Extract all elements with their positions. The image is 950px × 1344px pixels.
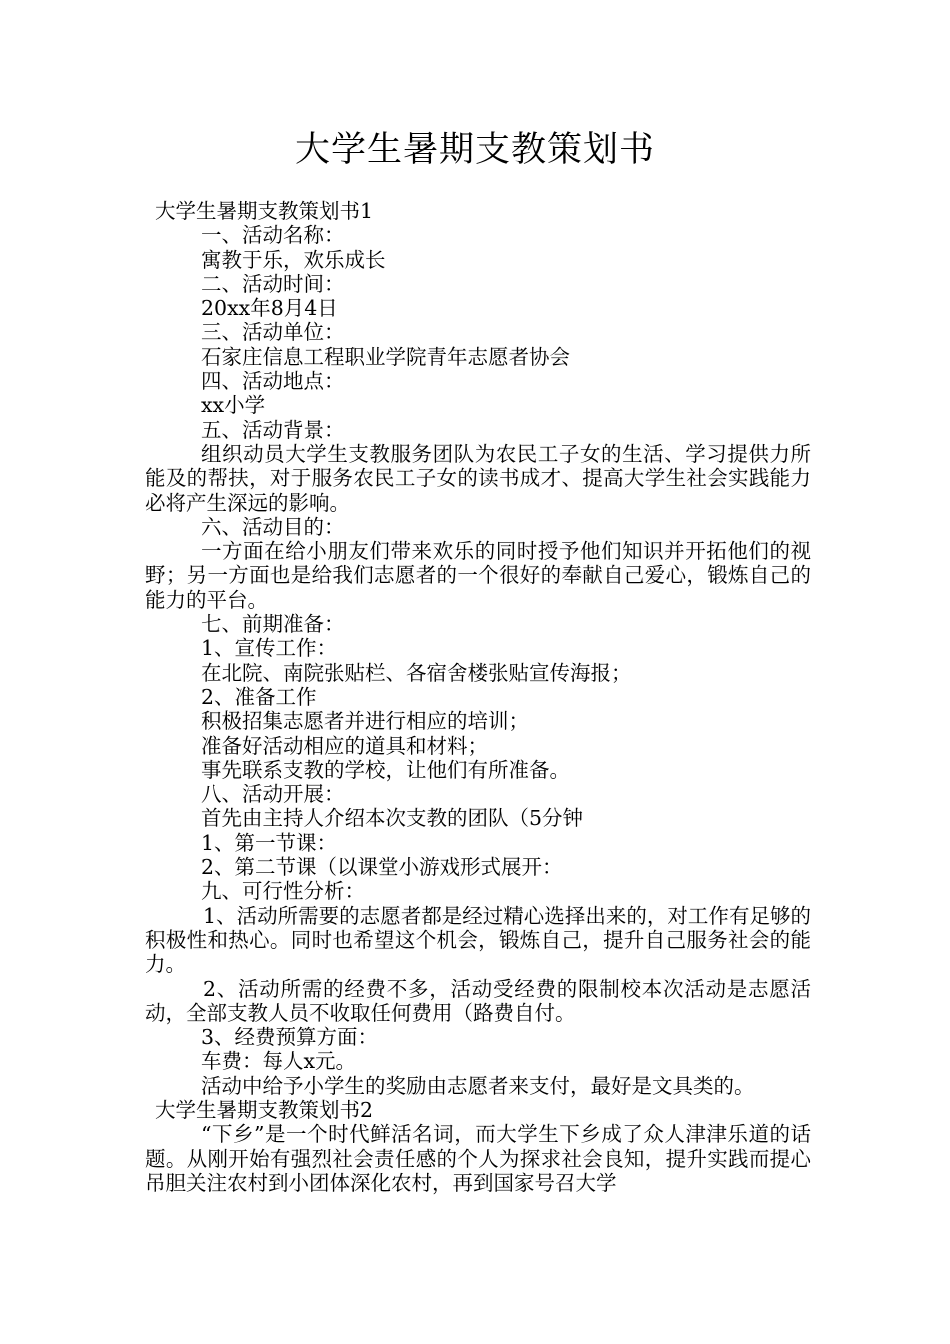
item-heading: 七、前期准备： [201, 612, 345, 637]
body-line: 首先由主持人介绍本次支教的团队（5分钟 [201, 806, 584, 831]
section-heading: 大学生暑期支教策划书2 [155, 1097, 374, 1122]
item-heading: 一、活动名称： [201, 223, 345, 248]
sub-heading: 3、经费预算方面： [201, 1025, 379, 1050]
body-paragraph: 1、活动所需要的志愿者都是经过精心选择出来的，对工作有足够的积极性和热心。同时也希望这个机会，锻炼自己，提升自己服务社会的能力。 [145, 903, 811, 977]
item-heading: 九、可行性分析： [201, 879, 365, 904]
document-title: 大学生暑期支教策划书 [294, 130, 655, 170]
body-line: 石家庄信息工程职业学院青年志愿者协会 [201, 344, 570, 369]
body-paragraph: “下乡”是一个时代鲜活名词，而大学生下乡成了众人津津乐道的话题。从刚开始有强烈社会责任感的个人为探求社会良知，提升实践而提心吊胆关注农村到小团体深化农村，再到国家号召大学 [145, 1122, 811, 1195]
sub-heading: 1、宣传工作： [201, 636, 338, 661]
body-paragraph: 组织动员大学生支教服务团队为农民工子女的生活、学习提供力所能及的帮扶，对于服务农民工子女的读书成才、提高大学生社会实践能力必将产生深远的影响。 [145, 441, 811, 515]
document-body [145, 199, 811, 1195]
item-heading: 三、活动单位： [201, 320, 345, 345]
item-heading: 六、活动目的： [201, 514, 345, 539]
body-line: xx小学 [201, 393, 266, 418]
item-heading: 四、活动地点： [201, 369, 345, 394]
section-heading: 大学生暑期支教策划书1 [155, 199, 374, 223]
body-line: 活动中给予小学生的奖励由志愿者来支付，最好是文具类的。 [201, 1073, 755, 1098]
body-line: 准备好活动相应的道具和材料； [201, 733, 488, 758]
body-paragraph: 一方面在给小朋友们带来欢乐的同时授予他们知识并开拓他们的视野；另一方面也是给我们志愿者的一个很好的奉献自己爱心，锻炼自己的能力的平台。 [145, 539, 811, 612]
body-paragraph: 2、活动所需的经费不多，活动受经费的限制校本次活动是志愿活动，全部支教人员不收取任何费用（路费自付。 [145, 976, 811, 1025]
item-heading: 五、活动背景： [201, 417, 345, 442]
sub-heading: 1、第一节课： [201, 830, 338, 855]
body-line: 20xx年8月4日 [201, 296, 338, 321]
sub-heading: 2、第二节课（以课堂小游戏形式展开： [201, 855, 563, 880]
body-line: 在北院、南院张贴栏、各宿舍楼张贴宣传海报； [201, 660, 632, 685]
body-line: 事先联系支教的学校，让他们有所准备。 [201, 757, 570, 782]
body-line: 寓教于乐，欢乐成长 [201, 247, 386, 272]
item-heading: 八、活动开展： [201, 782, 345, 807]
item-heading: 二、活动时间： [201, 271, 345, 296]
body-line: 积极招集志愿者并进行相应的培训； [201, 709, 529, 734]
body-line: 车费：每人x元。 [201, 1049, 357, 1074]
sub-heading: 2、准备工作 [201, 684, 317, 709]
